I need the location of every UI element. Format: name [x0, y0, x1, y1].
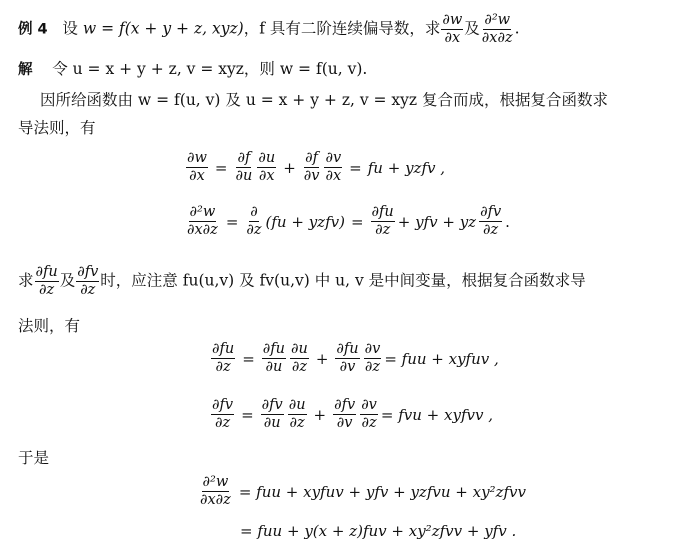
example-label: 例 4: [18, 21, 48, 38]
solution-let: 令 u = x + y + z, v = xyz，则 w = f(u, v).: [52, 60, 368, 78]
equation-1-result: fu + yzfv ,: [367, 158, 446, 177]
example-prompt-mid: ，f 具有二阶连续偏导数，求: [243, 19, 441, 38]
paragraph-1-line-1: 因所给函数由 w = f(u, v) 及 u = x + y + z, v = xyz 复合而成，根据复合函数求: [40, 91, 609, 109]
equation-3: $\frac{\partial fu}{\partial z}$ = $\frac{\partial fu}{\partial u}$ $\frac{\partial u}{\partial z}$ + $\frac{\partial fu}{\partial v}$ $\frac{\partial v}{\partial z}$ = fuu + xyfuv ,: [212, 341, 499, 375]
solution-label: 解: [18, 62, 33, 78]
paragraph-2-line-2: 法则，有: [18, 317, 81, 335]
paragraph-2-line-1: 求 $\frac{\partial fu}{\partial z}$ 及 $\frac{\partial fv}{\partial z}$ 时，应注意 fu(u,v) 及 fv(u,v) 中 u, v 是中间变量，根据复合函数求导: [18, 264, 586, 298]
target-fraction-2: $\frac{\text{∂²w}}{\partial x\partial z}$: [481, 12, 513, 46]
paragraph-3: 于是: [18, 449, 50, 467]
example-conj: 及: [464, 19, 480, 38]
example-function: w = f(x + y + z, xyz): [82, 19, 244, 38]
equation-2: $\frac{\text{∂²w}}{\partial x\partial z}$ = $\frac{\partial}{\partial z}$ (fu + yzfv) = $\frac{\partial fu}{\partial z}$ + yfv + yz $\frac{\partial fv}{\partial z}$ .: [187, 204, 510, 238]
equation-4: $\frac{\partial fv}{\partial z}$ = $\frac{\partial fv}{\partial u}$ $\frac{\partial u}{\partial z}$ + $\frac{\partial fv}{\partial v}$ $\frac{\partial v}{\partial z}$ = fvu + xyfvv ,: [212, 397, 493, 431]
target-fraction-1: $\frac{\partial w}{\partial x}$: [442, 12, 463, 46]
equation-5-line-1: $\frac{\text{∂²w}}{\partial x\partial z}$ = fuu + xyfuv + yfv + yzfvu + xy²zfvv: [200, 474, 526, 508]
example-line: 例 4 设 w = f(x + y + z, xyz)，f 具有二阶连续偏导数，求 $\frac{\partial w}{\partial x}$ 及 $\frac{\text{∂²w}}{\partial x\partial z}$ .: [18, 12, 520, 46]
equation-5-line-2: = fuu + y(x + z)fuv + xy²zfvv + yfv .: [240, 522, 517, 540]
solution-line: [18, 58, 367, 81]
paragraph-1-line-2: 导法则，有: [18, 119, 96, 137]
equation-1: $\frac{\partial w}{\partial x}$ = $\frac{\partial f}{\partial u}$ $\frac{\partial u}{\partial x}$ + $\frac{\partial f}{\partial v}$ $\frac{\partial v}{\partial x}$ = fu + yzfv ,: [187, 150, 446, 184]
example-prompt-pre: 设: [62, 19, 78, 38]
